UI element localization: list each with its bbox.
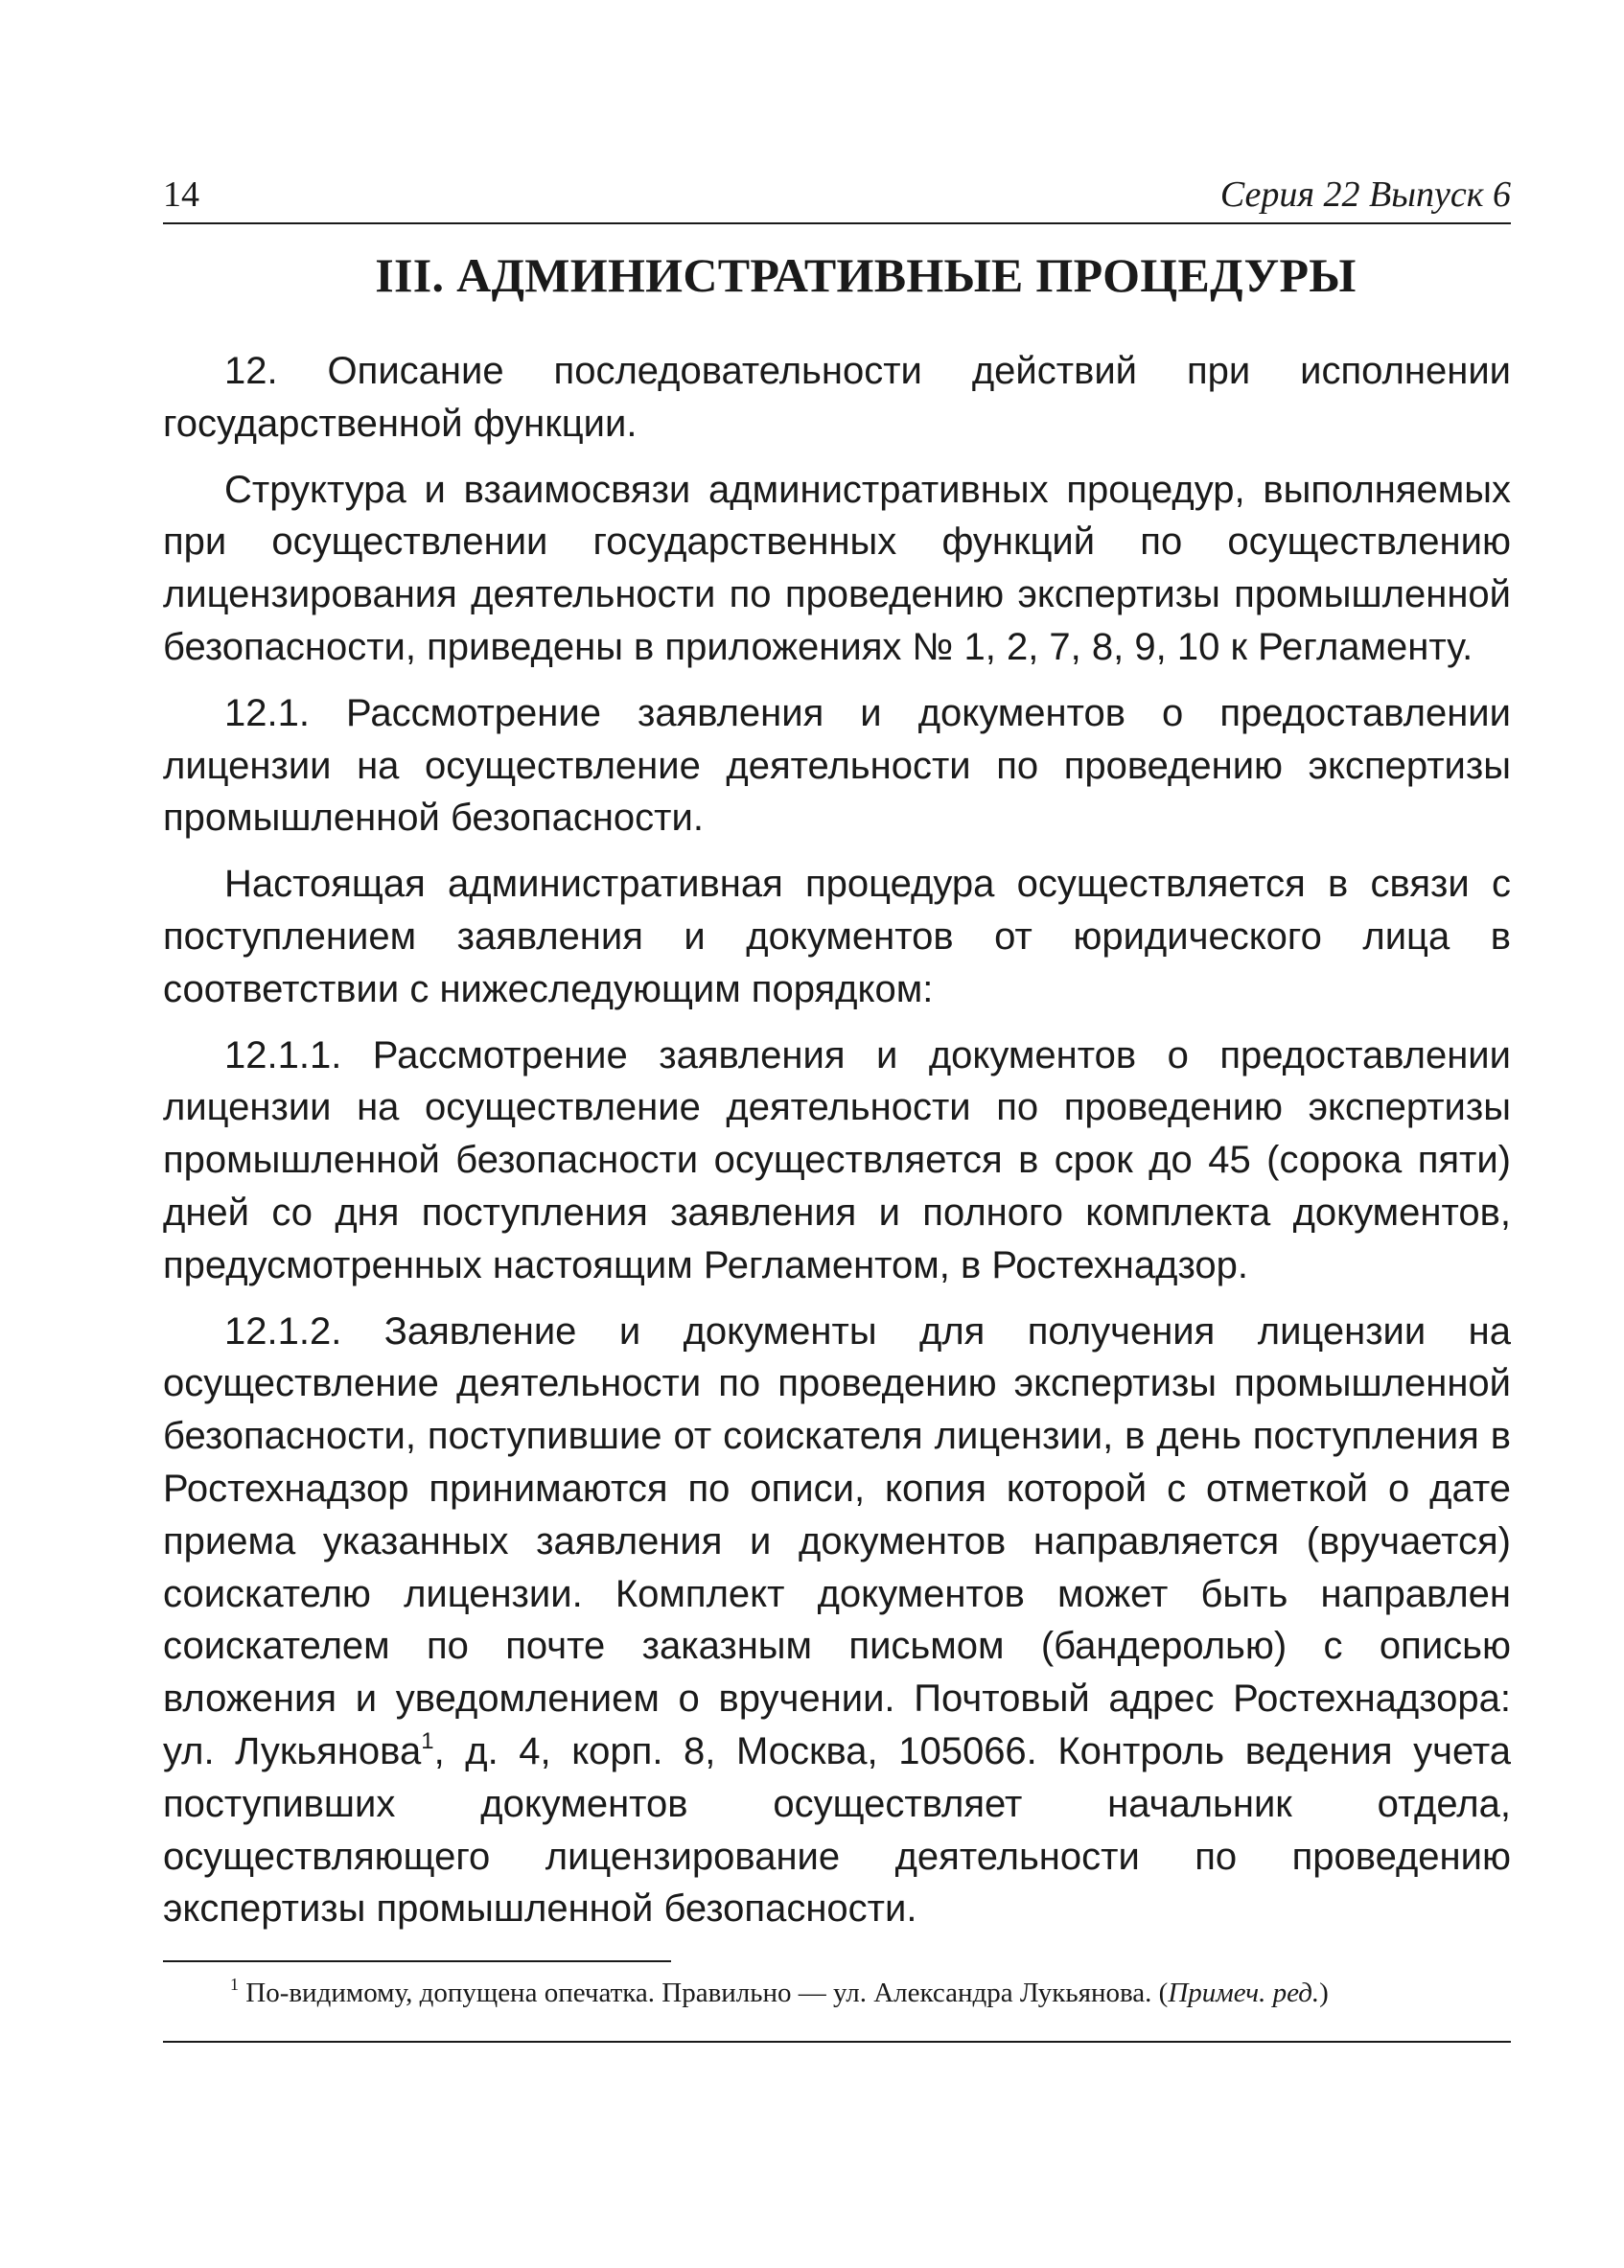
paragraph-12-1-2: [163, 1306, 1511, 1936]
paragraph-12-1: 12.1. Рассмотрение заявления и документов о предоставлении лицензии на осуществление деятельности по проведению экспертизы промышленной безопасности.: [163, 691, 1511, 840]
footnote-separator: [163, 1960, 671, 1962]
series-info: Серия 22 Выпуск 6: [1219, 174, 1511, 215]
paragraph-12-1-2-text-start: 12.1.2. Заявление и документы для получения лицензии на осуществление деятельности по проведению экспертизы промышленной безопасности, поступившие от соискателя лицензии, в день поступления в Ростехнадзор принимаются по описи, копия которой с отметкой о дате приема указанных заявления и документов направляется (вручается) соискателю лицензии. Комплект документов может быть направлен соискателем по почте заказным письмом (бандеролью) с описью вложения и уведомлением о вручении. Почтовый адрес Ростехнадзора: ул. Лукьянова: [163, 1309, 1511, 1772]
bottom-rule: [163, 2041, 1511, 2043]
paragraph-12-1-1: 12.1.1. Рассмотрение заявления и документов о предоставлении лицензии на осуществление деятельности по проведению экспертизы промышленной безопасности осуществляется в срок до 45 (сорока пяти) дней со дня поступления заявления и полного комплекта документов, предусмотренных настоящим Регламентом, в Ростехнадзор.: [163, 1033, 1511, 1286]
page-number: 14: [163, 174, 199, 215]
footnote-mark: 1: [230, 1975, 239, 1995]
footnote: [163, 1976, 1511, 2010]
paragraph-structure: Структура и взаимосвязи административных процедур, выполняемых при осуществлении государственных функций по осуществлению лицензирования деятельности по проведению экспертизы промышленной безопасности, приведены в приложениях № 1, 2, 7, 8, 9, 10 к Регламенту.: [163, 468, 1511, 668]
footnote-close: ): [1319, 1978, 1329, 2009]
running-head: [163, 173, 1511, 224]
paragraph-12: 12. Описание последовательности действий при исполнении государственной функции.: [163, 350, 1511, 445]
body-text: [163, 345, 1511, 1935]
footnote-text: По-видимому, допущена опечатка. Правильно — ул. Александра Лукьянова. (: [245, 1978, 1169, 2009]
paragraph-procedure: Настоящая административная процедура осуществляется в связи с поступлением заявления и документов от юридического лица в соответствии с нижеследующим порядком:: [163, 863, 1511, 1010]
section-title: III. АДМИНИСТРАТИВНЫЕ ПРОЦЕДУРЫ: [375, 248, 1357, 302]
footnote-reference: 1: [421, 1727, 434, 1754]
footnote-editor-note: Примеч. ред.: [1168, 1978, 1320, 2009]
paragraph-12-1-2-text-end: , д. 4, корп. 8, Москва, 105066. Контроль ведения учета поступивших документов осуществляет начальник отдела, осуществляющего лицензирование деятельности по проведению экспертизы промышленной безопасности.: [163, 1729, 1511, 1931]
document-page: [163, 173, 1511, 2043]
